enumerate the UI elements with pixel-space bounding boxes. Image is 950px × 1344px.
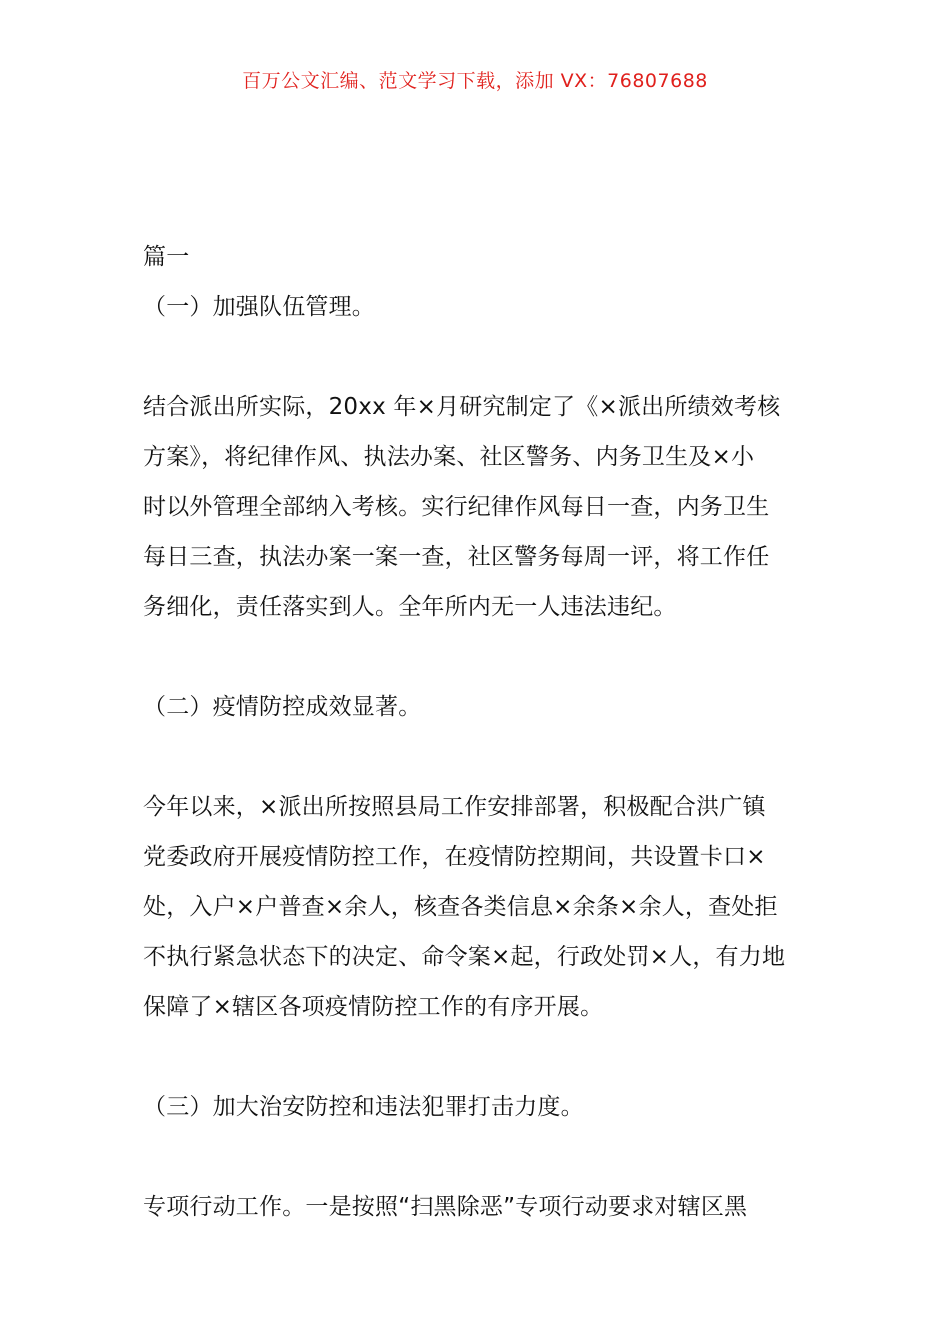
- paragraph-line: 党委政府开展疫情防控工作，在疫情防控期间，共设置卡口×: [143, 844, 766, 870]
- section-heading-3: （三）加大治安防控和违法犯罪打击力度。: [143, 1094, 584, 1120]
- paragraph-gap: [143, 732, 813, 782]
- paragraph-line: 今年以来，×派出所按照县局工作安排部署，积极配合洪广镇: [143, 794, 766, 820]
- paragraph-line: 时以外管理全部纳入考核。实行纪律作风每日一查，内务卫生: [143, 494, 770, 520]
- paragraph-gap: [143, 1032, 813, 1082]
- paragraph-line: 处，入户×户普查×余人，核查各类信息×余条×余人，查处拒: [143, 894, 778, 920]
- section-heading-1: （一）加强队伍管理。: [143, 294, 375, 320]
- paragraph-gap: [143, 1132, 813, 1182]
- paragraph-line: 务细化，责任落实到人。全年所内无一人违法违纪。: [143, 594, 677, 620]
- paragraph-line: 每日三查，执法办案一案一查，社区警务每周一评，将工作任: [143, 544, 770, 570]
- document-body: [143, 232, 813, 1232]
- paragraph-gap: [143, 632, 813, 682]
- paragraph-line: 结合派出所实际，20xx 年×月研究制定了《×派出所绩效考核: [143, 394, 781, 420]
- paragraph-line: 方案》，将纪律作风、执法办案、社区警务、内务卫生及×小: [143, 444, 755, 470]
- paragraph-line: 专项行动工作。一是按照“扫黑除恶”专项行动要求对辖区黑: [143, 1194, 748, 1220]
- watermark-header: 百万公文汇编、范文学习下载，添加 VX：76807688: [242, 70, 708, 92]
- paragraph-gap: [143, 332, 813, 382]
- paragraph-line: 不执行紧急状态下的决定、命令案×起，行政处罚×人，有力地: [143, 944, 786, 970]
- document-title: 篇一: [143, 244, 190, 270]
- section-heading-2: （二）疫情防控成效显著。: [143, 694, 422, 720]
- paragraph-line: 保障了×辖区各项疫情防控工作的有序开展。: [143, 994, 604, 1020]
